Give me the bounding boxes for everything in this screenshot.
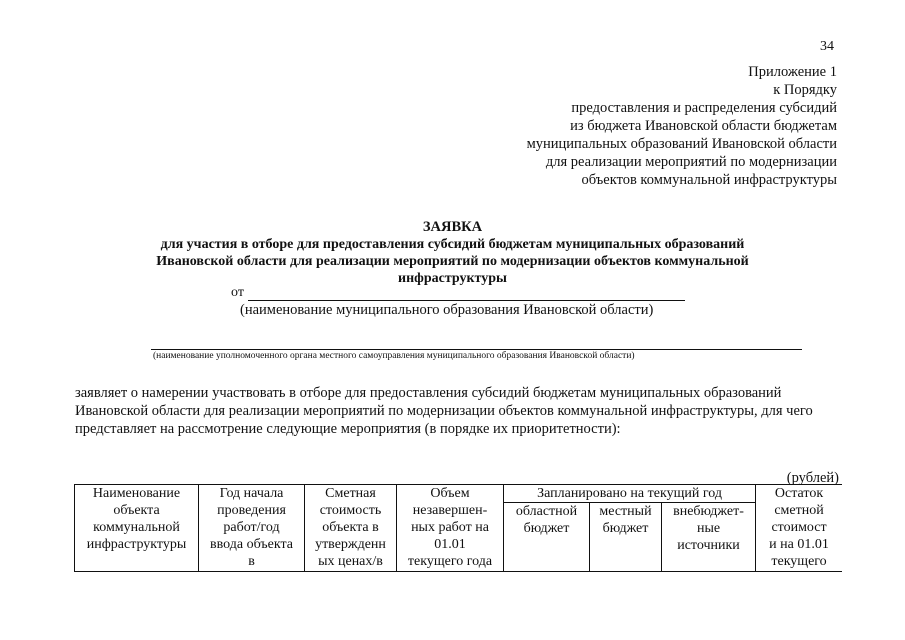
header-text: и на 01.01 [769, 537, 829, 552]
document-title [0, 219, 905, 287]
header-planned-current-year: Запланировано на текущий год [504, 485, 756, 503]
appendix-line: муниципальных образований Ивановской области [526, 136, 837, 152]
appendix-reference [527, 63, 837, 189]
header-remainder [756, 485, 842, 572]
header-text: текущего года [407, 554, 493, 569]
header-text: стоимость [319, 503, 382, 518]
header-text: сметной [774, 503, 824, 518]
header-extrabudgetary [662, 503, 756, 572]
declaration-text: заявляет о намерении участвовать в отборе для предоставления субсидий бюджетам муниципальных образований Ивановской области для реализации мероприятий по модернизации объектов коммунальной инфраструктуры, для чего представляет на рассмотрение следующие мероприятия (в порядке их приоритетности): [75, 385, 813, 437]
header-text: объекта в [322, 520, 379, 535]
currency-note: (рублей) [786, 470, 839, 486]
organ-fill-line [151, 349, 802, 350]
header-text: инфраструктуры [86, 537, 187, 552]
header-text: в [248, 554, 255, 569]
header-text: ных работ на [411, 520, 489, 535]
header-text: незавершен- [412, 503, 488, 518]
header-text: утвержденн [315, 537, 386, 552]
header-text: Объем [430, 486, 470, 501]
appendix-line: из бюджета Ивановской области бюджетам [570, 118, 837, 134]
header-regional-budget [504, 503, 590, 572]
header-text: Остаток [774, 486, 824, 501]
header-text: стоимост [771, 520, 827, 535]
appendix-line: для реализации мероприятий по модернизации [545, 154, 837, 170]
municipality-fill-line [248, 286, 685, 301]
header-text: внебюджет- [673, 504, 744, 519]
title-line: для участия в отборе для предоставления субсидий бюджетам муниципальных образований [160, 237, 745, 252]
header-years [199, 485, 305, 572]
title-line: инфраструктуры [398, 271, 507, 286]
header-text: ых ценах/в [318, 554, 383, 569]
header-text: областной [515, 504, 578, 519]
from-label: от [231, 285, 244, 300]
header-text: 01.01 [434, 537, 466, 552]
header-text: ввода объекта [210, 537, 293, 552]
header-text: Сметная [325, 486, 376, 501]
header-text: Наименование [92, 486, 181, 501]
header-text: работ/год [223, 520, 280, 535]
appendix-line: к Порядку [773, 82, 837, 98]
header-text: Год начала [219, 486, 284, 501]
header-text: ные [696, 521, 721, 536]
municipality-caption: (наименование муниципального образования Ивановской области) [240, 302, 654, 318]
application-table [74, 484, 842, 640]
header-text: бюджет [523, 521, 570, 536]
title-line: Ивановской области для реализации мероприятий по модернизации объектов коммунальной [156, 254, 749, 269]
appendix-line: объектов коммунальной инфраструктуры [581, 172, 837, 188]
appendix-line: Приложение 1 [748, 64, 837, 80]
header-text: бюджет [602, 521, 649, 536]
header-unfinished-volume [397, 485, 504, 572]
header-text: объекта [113, 503, 160, 518]
header-object-name [75, 485, 199, 572]
header-text: текущего [771, 554, 827, 569]
header-text: коммунальной [93, 520, 180, 535]
organ-caption: (наименование уполномоченного органа местного самоуправления муниципального образования Ивановской области) [153, 351, 635, 361]
table-header-row [75, 485, 843, 503]
header-text: источники [677, 538, 740, 553]
page-number: 34 [820, 39, 834, 54]
header-estimated-cost [305, 485, 397, 572]
appendix-line: предоставления и распределения субсидий [571, 100, 837, 116]
title-heading: ЗАЯВКА [422, 219, 483, 235]
header-text: местный [599, 504, 652, 519]
header-local-budget [590, 503, 662, 572]
header-text: проведения [217, 503, 286, 518]
from-line [231, 285, 685, 301]
